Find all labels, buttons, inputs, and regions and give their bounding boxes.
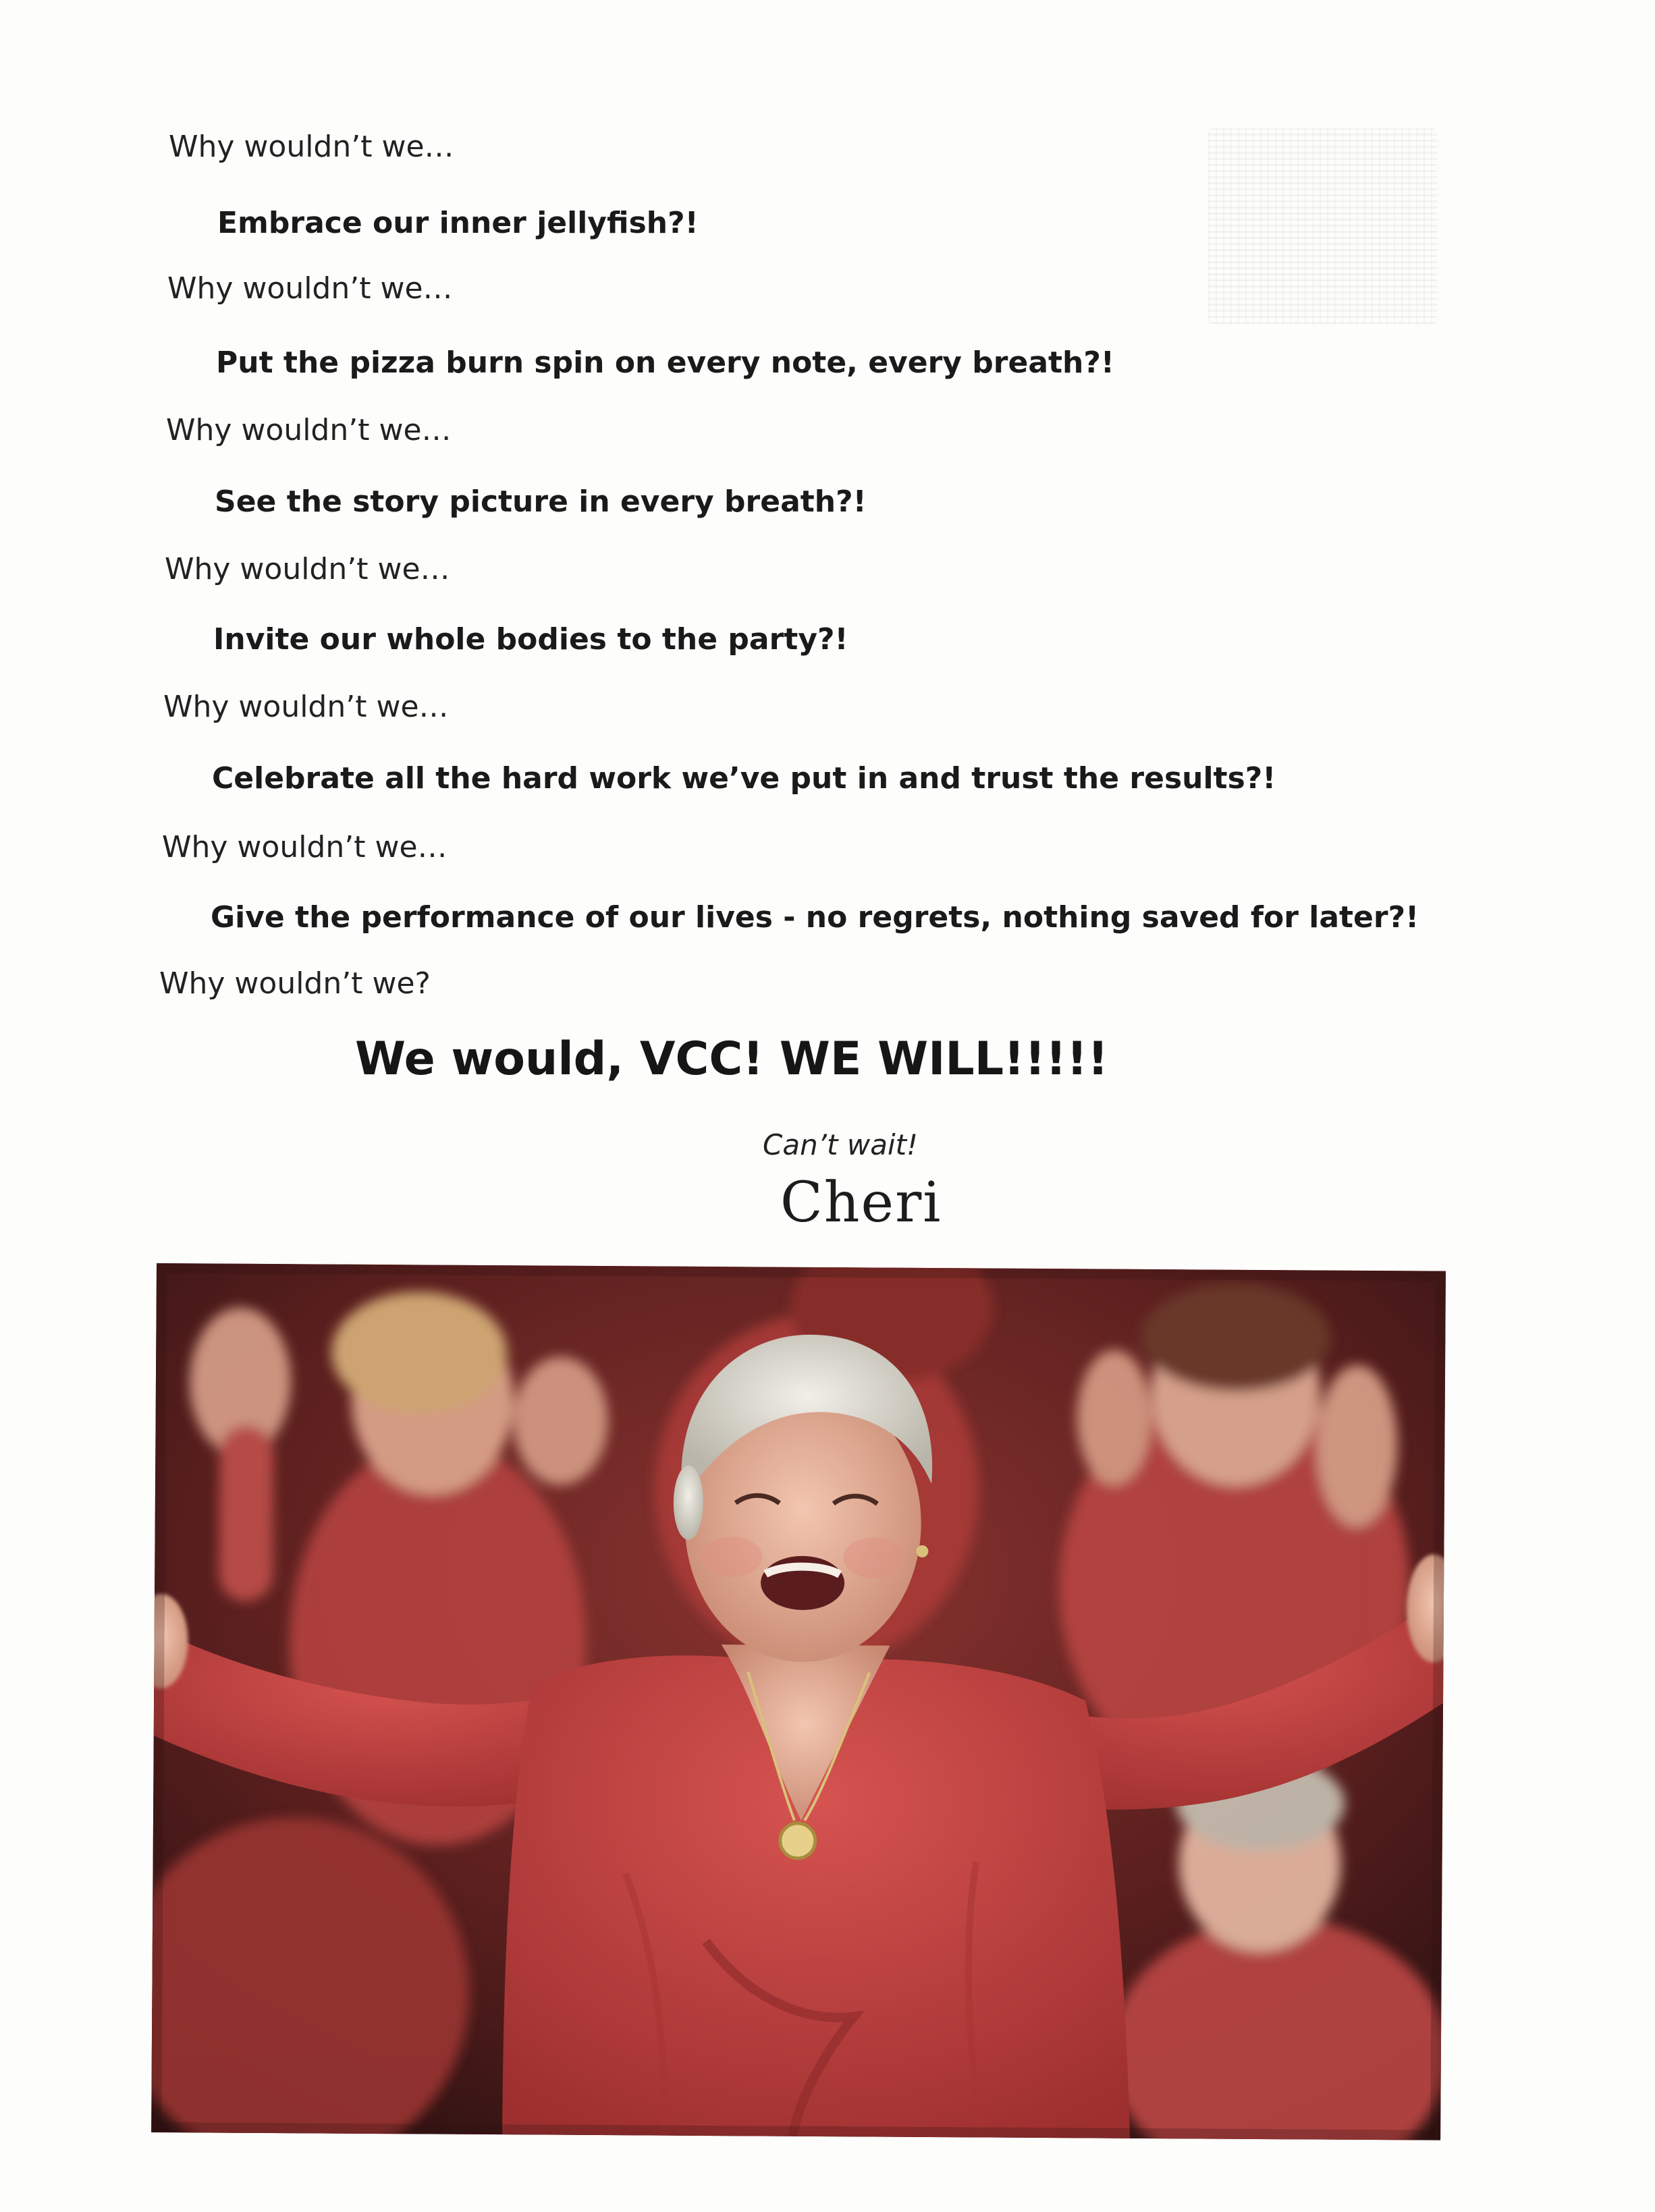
cant-wait-text: Can’t wait!	[763, 1128, 918, 1161]
answer-line-1: Embrace our inner jellyfish?!	[217, 206, 699, 240]
performance-photo	[151, 1263, 1446, 2140]
why-line-3: Why wouldn’t we…	[166, 413, 452, 447]
bleed-through-stamp	[1208, 128, 1438, 324]
signature: Cheri	[780, 1171, 942, 1235]
why-line-1: Why wouldn’t we…	[169, 130, 454, 164]
why-line-4: Why wouldn’t we…	[165, 552, 450, 586]
answer-line-3: See the story picture in every breath?!	[215, 485, 867, 519]
closing-headline: We would, VCC! WE WILL!!!!!	[355, 1032, 1109, 1086]
answer-line-4: Invite our whole bodies to the party?!	[213, 622, 848, 657]
answer-line-5: Celebrate all the hard work we’ve put in and trust the results?!	[212, 761, 1276, 796]
why-line-5: Why wouldn’t we…	[163, 690, 449, 724]
answer-line-2: Put the pizza burn spin on every note, every breath?!	[216, 345, 1114, 380]
why-line-2: Why wouldn’t we…	[167, 271, 453, 306]
answer-line-6: Give the performance of our lives - no regrets, nothing saved for later?!	[211, 900, 1419, 935]
why-line-7: Why wouldn’t we?	[159, 966, 431, 1001]
photo-illustration	[151, 1263, 1446, 2140]
why-line-6: Why wouldn’t we…	[162, 830, 447, 864]
